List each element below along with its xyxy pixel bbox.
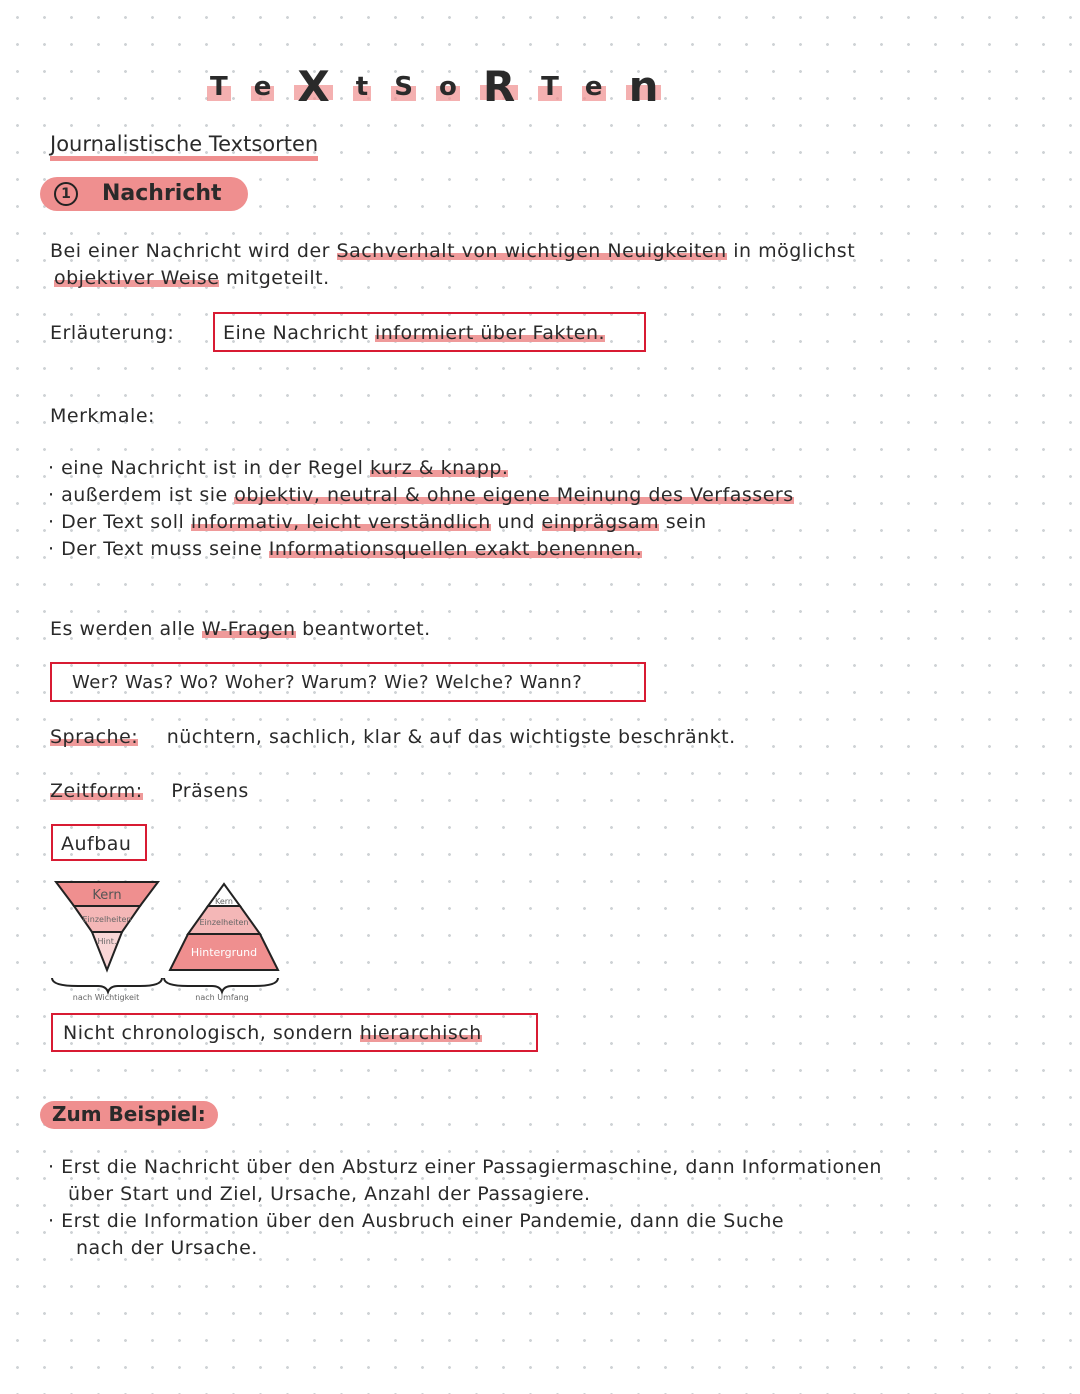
merkmal-highlight: informativ, leicht verständlich: [190, 511, 491, 533]
erlaeuterung-box: [213, 312, 646, 352]
title-letter: o: [438, 72, 457, 102]
merkmal-highlight: Informationsquellen exakt benennen.: [268, 538, 643, 560]
merkmal-text: · außerdem ist sie: [48, 484, 228, 506]
sprache-value: nüchtern, sachlich, klar & auf das wichtigste beschränkt.: [166, 726, 736, 748]
inverted-layer-label: Kern: [92, 888, 122, 903]
upright-pyramid: [170, 884, 278, 970]
wfragen-text: Es werden alle: [50, 618, 196, 640]
title-letter: T: [541, 72, 559, 102]
intro-text: Bei einer Nachricht wird der: [50, 240, 330, 262]
section-pill: [40, 177, 248, 211]
sprache-row: [50, 726, 736, 748]
page-title: [210, 62, 658, 112]
merkmal-item: [48, 538, 642, 560]
title-letter: e: [584, 72, 603, 102]
section-heading: Journalistische Textsorten: [50, 132, 318, 161]
brace-caption: nach Umfang: [195, 993, 249, 1002]
upright-layer-label: Hintergrund: [190, 946, 258, 959]
wfragen-text: beantwortet.: [302, 618, 431, 640]
title-letter: X: [297, 62, 330, 111]
title-letter: R: [482, 62, 516, 111]
merkmal-text: · Der Text muss seine: [48, 538, 263, 560]
hierarchisch-text: Nicht chronologisch, sondern: [63, 1022, 354, 1044]
upright-layer-label: Kern: [215, 897, 233, 906]
zeitform-row: [50, 780, 249, 802]
merkmal-item: [48, 457, 508, 479]
intro-text: in möglichst: [733, 240, 856, 262]
beispiel-line: · Erst die Nachricht über den Absturz einer Passagiermaschine, dann Informationen: [48, 1156, 882, 1178]
intro-line-1: [50, 240, 1030, 262]
brace-left: [52, 978, 162, 992]
upright-layer-label: Einzelheiten: [199, 918, 249, 927]
hierarchisch-highlight: hierarchisch: [359, 1022, 482, 1044]
inverted-layer-label: Einzelheiten: [82, 915, 132, 924]
brace-right: [164, 978, 278, 992]
beispiel-line: über Start und Ziel, Ursache, Anzahl der Passagiere.: [68, 1183, 591, 1205]
merkmal-highlight: objektiv, neutral & ohne eigene Meinung des Verfassers: [234, 484, 794, 506]
pyramid-diagram: [48, 876, 288, 1006]
wfragen-line: [50, 618, 431, 640]
title-letter: T: [210, 72, 228, 102]
inverted-layer-label: Hint.: [97, 937, 117, 946]
wfragen-highlight: W-Fragen: [201, 618, 296, 640]
section-title: Nachricht: [102, 181, 222, 206]
intro-text: mitgeteilt.: [225, 267, 330, 289]
title-letter: S: [394, 72, 413, 102]
merkmal-highlight: kurz & knapp.: [369, 457, 509, 479]
merkmal-text: sein: [665, 511, 707, 533]
merkmal-text: und: [497, 511, 535, 533]
zeitform-label: Zeitform:: [50, 780, 143, 802]
title-letter: e: [253, 72, 272, 102]
aufbau-label: Aufbau: [51, 824, 147, 861]
beispiel-label: Zum Beispiel:: [40, 1101, 218, 1129]
wfragen-box: Wer? Was? Wo? Woher? Warum? Wie? Welche? Wann?: [50, 662, 646, 702]
inverted-pyramid: [56, 882, 158, 970]
intro-highlight: objektiver Weise: [54, 267, 220, 289]
beispiel-line: nach der Ursache.: [76, 1237, 258, 1259]
sprache-label: Sprache:: [50, 726, 139, 748]
erlaeuterung-highlight: informiert über Fakten.: [374, 322, 606, 344]
section-number: 1: [54, 182, 78, 206]
title-letter: t: [355, 72, 369, 102]
erlaeuterung-text: Eine Nachricht: [223, 322, 369, 344]
erlaeuterung-label: Erläuterung:: [50, 322, 175, 344]
merkmal-text: · eine Nachricht ist in der Regel: [48, 457, 364, 479]
merkmal-item: [48, 484, 794, 506]
zeitform-value: Präsens: [171, 780, 249, 802]
hierarchisch-box: [51, 1013, 538, 1052]
title-letter: n: [628, 62, 659, 111]
merkmale-label: Merkmale:: [50, 405, 155, 427]
merkmal-item: [48, 511, 707, 533]
intro-highlight: Sachverhalt von wichtigen Neuigkeiten: [336, 240, 727, 262]
merkmal-highlight: einprägsam: [541, 511, 660, 533]
beispiel-line: · Erst die Information über den Ausbruch einer Pandemie, dann die Suche: [48, 1210, 785, 1232]
merkmal-text: · Der Text soll: [48, 511, 185, 533]
intro-line-2: [54, 267, 330, 289]
brace-caption: nach Wichtigkeit: [72, 993, 140, 1002]
